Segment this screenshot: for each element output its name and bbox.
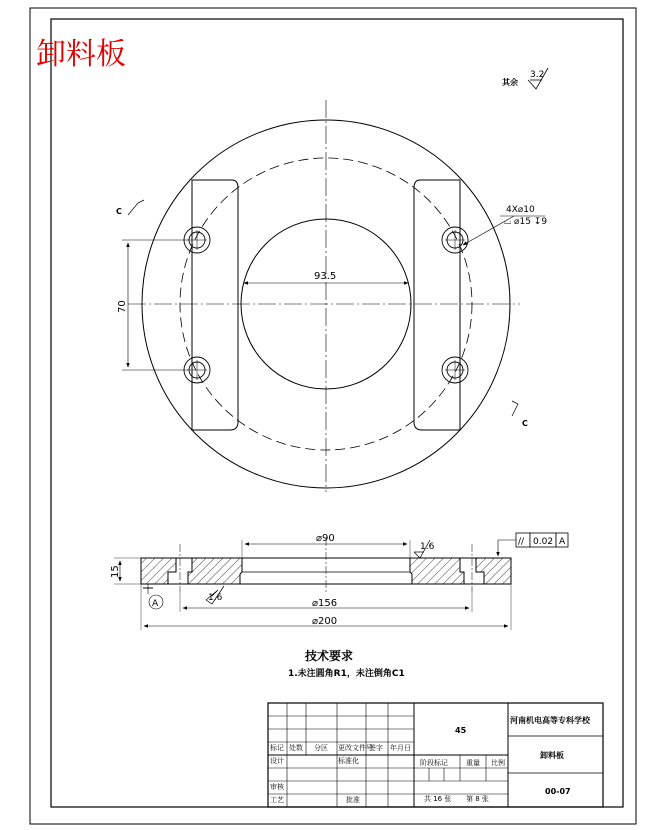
tb-part-name: 卸料板 [540, 751, 564, 760]
surface-finish-label: 其余 [502, 78, 518, 87]
dim-center-bore: 93.5 [314, 271, 337, 282]
tech-req-item1: 1.未注圆角R1，未注倒角C1 [288, 669, 405, 679]
hole-bottom-right [442, 357, 468, 383]
dim-thickness: 15 [110, 565, 121, 578]
tb-sheet: 第 8 张 [466, 795, 489, 803]
section-mark-left: C [116, 207, 122, 216]
parallelism-symbol: // [518, 537, 525, 547]
datum-label: A [152, 599, 159, 609]
tb-sheets: 共 16 张 [424, 795, 452, 803]
tb-h-stage: 阶段标记 [420, 759, 448, 767]
section-mark-right: C [522, 419, 528, 428]
tech-req-heading: 技术要求 [305, 649, 354, 663]
surface-finish-symbol [502, 68, 548, 89]
plan-view [116, 100, 547, 492]
tb-h-mark: 标记 [270, 744, 284, 752]
hole-callout-1: 4X⌀10 [506, 205, 535, 215]
tb-h-change-doc: 更改文件号 [338, 744, 373, 752]
drawing-title: 卸料板 [36, 37, 126, 72]
dim-hole-spacing: 70 [117, 300, 128, 313]
roughness-top: 1.6 [420, 542, 435, 552]
tb-h-zone: 分区 [314, 744, 328, 752]
surface-finish-value: 3.2 [530, 70, 545, 80]
parallelism-tolerance: 0.02 [533, 537, 554, 547]
tb-h-date: 年月日 [390, 744, 411, 752]
hole-top-right [442, 227, 468, 253]
left-slot [192, 180, 238, 430]
parallelism-datum: A [559, 537, 566, 547]
title-block-text [270, 715, 591, 804]
tb-h-weight: 重量 [466, 759, 480, 767]
dim-hole-circle: ⌀156 [312, 598, 338, 609]
right-slot [414, 180, 460, 430]
tb-r-process: 工艺 [270, 796, 284, 804]
tb-drawing-no: 00-07 [545, 787, 571, 796]
tb-r-check: 审核 [270, 783, 284, 791]
tb-r-standard: 标准化 [338, 757, 359, 765]
dim-outer: ⌀200 [312, 616, 338, 627]
hole-callout-2: ⌴ ⌀15 ↧9 [504, 217, 548, 227]
outer-border [30, 8, 636, 824]
tb-h-sign: 签字 [369, 744, 383, 752]
tb-material: 45 [455, 726, 467, 735]
tb-school: 河南机电高等专科学校 [510, 716, 590, 725]
roughness-left: 1.6 [208, 593, 223, 603]
inner-border [51, 19, 623, 807]
tb-r-design: 设计 [270, 757, 284, 765]
tb-h-count: 处数 [289, 744, 303, 752]
tb-r-approve: 批准 [346, 796, 360, 804]
tb-h-scale: 比例 [491, 759, 505, 767]
dim-bore: ⌀90 [316, 533, 335, 544]
section-view [110, 533, 568, 630]
